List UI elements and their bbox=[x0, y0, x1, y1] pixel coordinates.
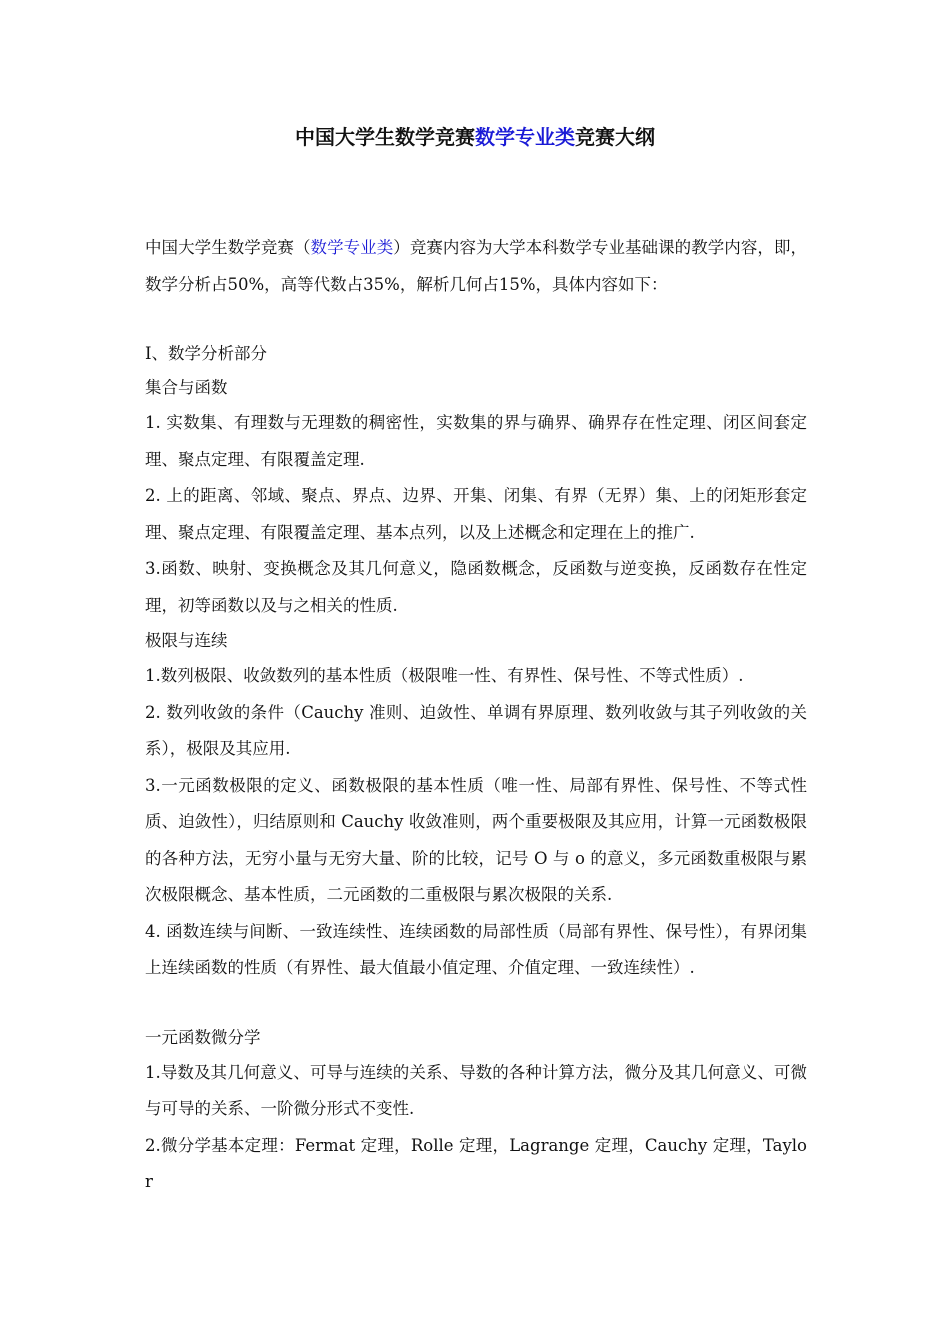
list-item: 1. 实数集、有理数与无理数的稠密性，实数集的界与确界、确界存在性定理、闭区间套定理、聚点定理、有限覆盖定理. bbox=[145, 413, 807, 469]
subsection-heading-limits: 极限与连续 bbox=[145, 631, 228, 650]
subsection-heading-differential: 一元函数微分学 bbox=[145, 1027, 261, 1047]
list-item: 2.微分学基本定理：Fermat 定理，Rolle 定理，Lagrange 定理，Cauchy 定理，Taylor bbox=[145, 1135, 807, 1191]
intro-part2: ）竞赛内容为大学本科数学专业基础课的教学内容，即，数学分析占50%，高等代数占35%，解析几何占15%，具体内容如下： bbox=[145, 238, 808, 294]
subsection-heading-sets: 集合与函数 bbox=[145, 378, 228, 397]
document-title bbox=[0, 122, 950, 152]
list-item: 3.一元函数极限的定义、函数极限的基本性质（唯一性、局部有界性、保号性、不等式性质、迫敛性），归结原则和 Cauchy 收敛准则，两个重要极限及其应用，计算一元函数极限的各种方法，无穷小量与无穷大量、阶的比较，记号 O 与 o 的意义，多元函数重极限与累次极限概念、基本性质，二元函数的二重极限与累次极限的关系. bbox=[145, 775, 807, 904]
title-part1: 中国大学生数学竞赛 bbox=[295, 125, 475, 149]
list-item: 2. 数列收敛的条件（Cauchy 准则、迫敛性、单调有界原理、数列收敛与其子列收敛的关系），极限及其应用. bbox=[145, 702, 807, 758]
list-item: 3.函数、映射、变换概念及其几何意义，隐函数概念，反函数与逆变换，反函数存在性定理，初等函数以及与之相关的性质. bbox=[145, 559, 807, 615]
title-part2: 竞赛大纲 bbox=[575, 125, 655, 149]
list-item: 1.数列极限、收敛数列的基本性质（极限唯一性、有界性、保号性、不等式性质）. bbox=[145, 666, 744, 685]
document-body bbox=[145, 230, 807, 1201]
intro-paragraph bbox=[145, 230, 807, 303]
title-highlight: 数学专业类 bbox=[475, 125, 575, 149]
list-item: 2. 上的距离、邻域、聚点、界点、边界、开集、闭集、有界（无界）集、上的闭矩形套定理、聚点定理、有限覆盖定理、基本点列，以及上述概念和定理在上的推广. bbox=[145, 486, 807, 542]
list-item: 4. 函数连续与间断、一致连续性、连续函数的局部性质（局部有界性、保号性），有界闭集上连续函数的性质（有界性、最大值最小值定理、介值定理、一致连续性）. bbox=[145, 921, 807, 977]
intro-part1: 中国大学生数学竞赛（ bbox=[145, 238, 311, 257]
section-heading: Ⅰ、数学分析部分 bbox=[145, 344, 268, 363]
spacer bbox=[145, 303, 807, 337]
spacer bbox=[145, 987, 807, 1021]
list-item: 1.导数及其几何意义、可导与连续的关系、导数的各种计算方法，微分及其几何意义、可微与可导的关系、一阶微分形式不变性. bbox=[145, 1062, 807, 1118]
intro-highlight: 数学专业类 bbox=[310, 238, 394, 257]
